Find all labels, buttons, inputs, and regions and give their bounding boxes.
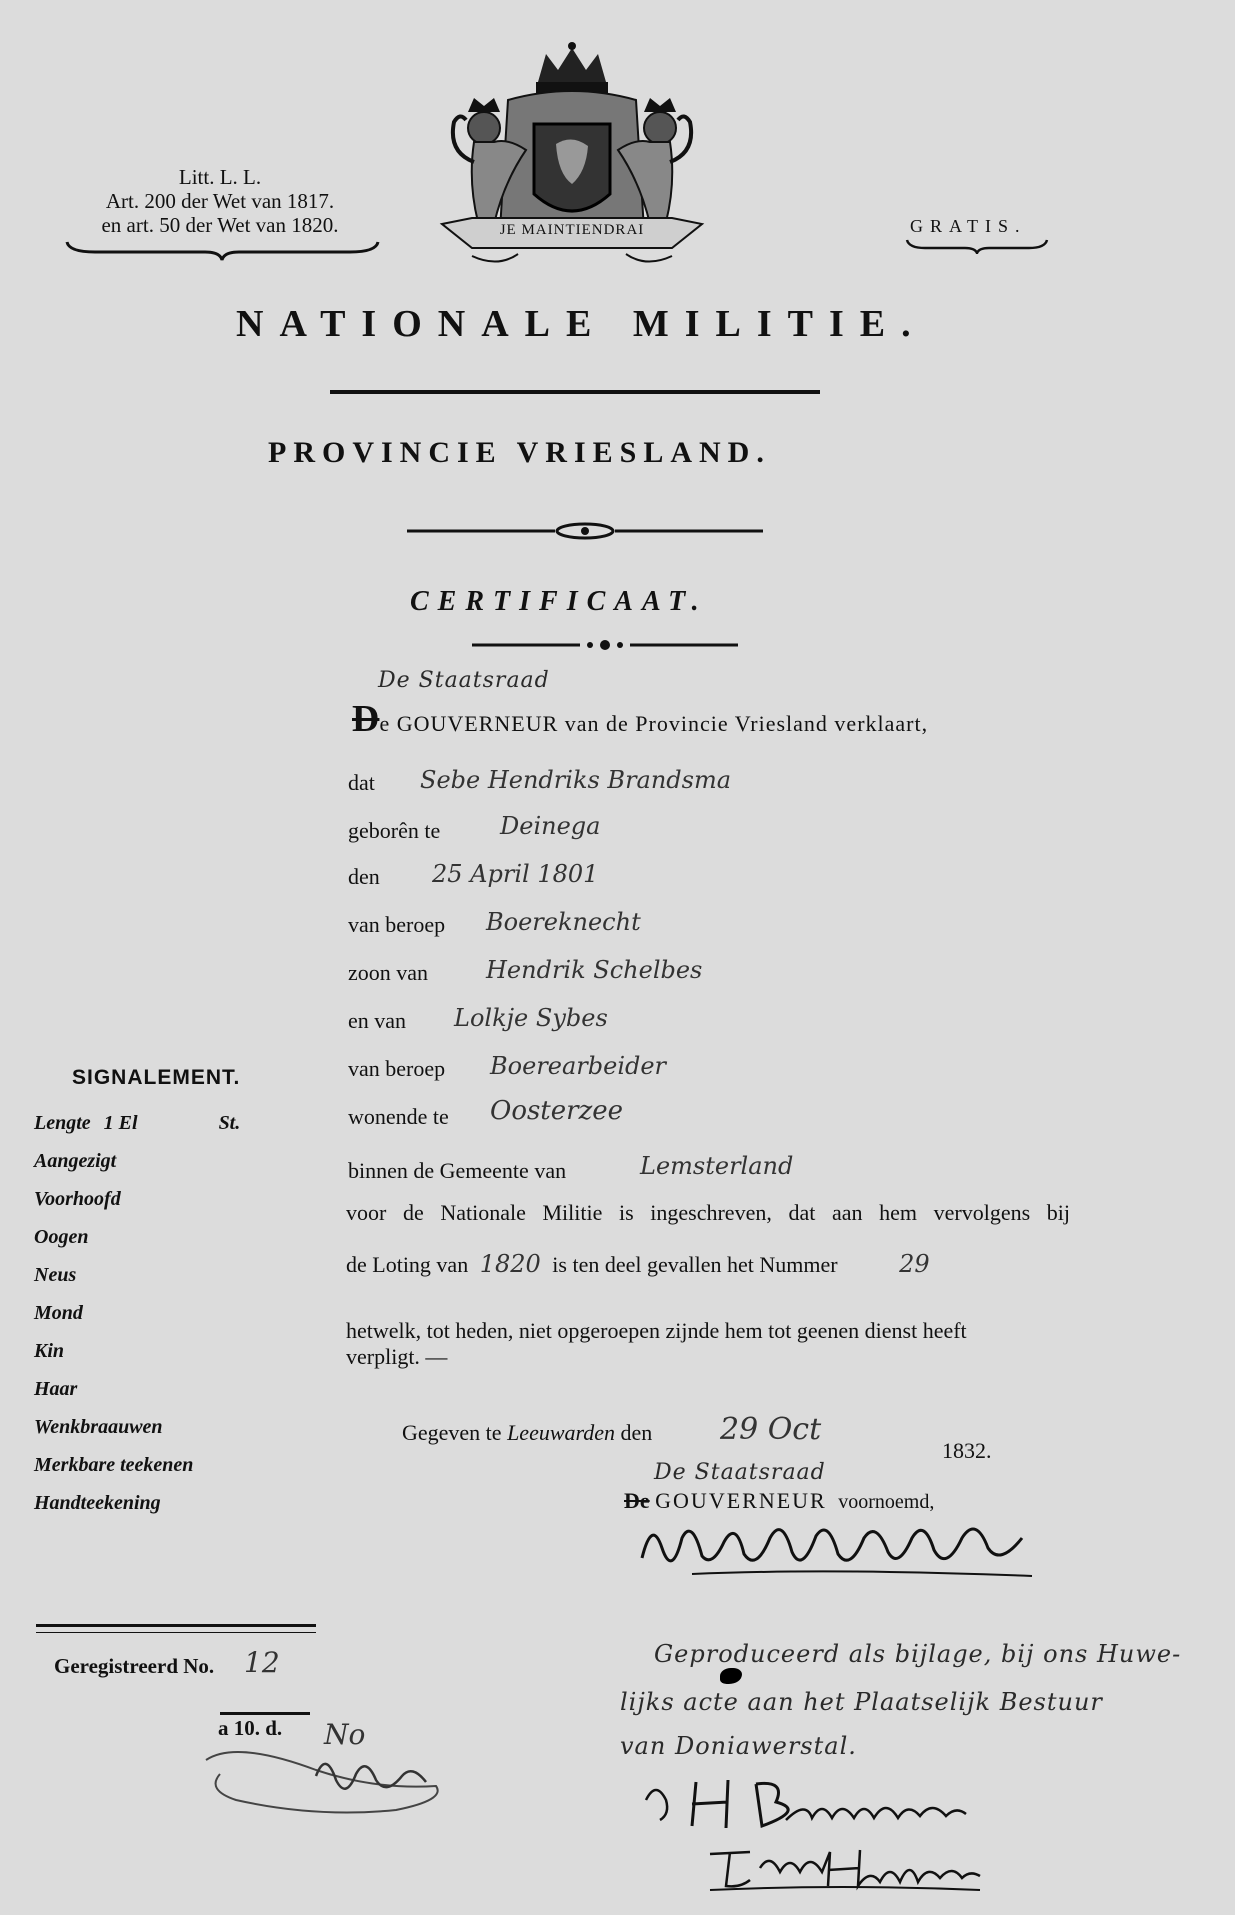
lengte-label: Lengte: [34, 1112, 91, 1134]
given-text: Gegeven te: [402, 1420, 502, 1445]
registration-number: 12: [244, 1646, 280, 1679]
field-label-dat: dat: [348, 770, 375, 795]
witness-signature-hellinga: [700, 1838, 990, 1898]
title-rule: [330, 390, 820, 394]
field-label-geboren: geborên te: [348, 818, 441, 843]
signalement-haar: Haar: [34, 1378, 78, 1400]
legal-reference: [60, 165, 380, 237]
registration-fee: a 10. d.: [218, 1716, 283, 1740]
governor-signature: [632, 1508, 1052, 1588]
given-den: den: [620, 1420, 653, 1445]
legal-ref-line-3: en art. 50 der Wet van 1820.: [101, 213, 339, 237]
registration-label: Geregistreerd No.: [54, 1654, 215, 1678]
signalement-aangezigt: Aangezigt: [34, 1150, 117, 1172]
given-year: 1832.: [942, 1438, 992, 1463]
signalement-merkbare-teekenen: Merkbare teekenen: [34, 1454, 194, 1476]
field-value-birthdate: 25 April 1801: [432, 860, 599, 888]
legal-reference-brace: [65, 238, 380, 262]
endorsement-line-3: van Doniawerstal.: [620, 1732, 857, 1760]
field-label-wonende: wonende te: [348, 1104, 449, 1129]
governor-struck: De: [624, 1488, 650, 1513]
field-label-beroep: van beroep: [348, 912, 446, 937]
signalement-kin: Kin: [34, 1340, 65, 1362]
given-place: Leeuwarden: [507, 1420, 616, 1445]
governor-staatsraad-handwriting: De Staatsraad: [654, 1460, 826, 1485]
field-label-den: den: [348, 864, 380, 889]
intro-line: [352, 697, 928, 741]
paragraph-line-3: hetwelk, tot heden, niet opgeroepen zijnde hem tot geenen dienst heeft: [346, 1318, 967, 1343]
field-value-occupation: Boereknecht: [486, 908, 641, 936]
signalement-voorhoofd: Voorhoofd: [34, 1188, 121, 1210]
field-value-birthplace: Deinega: [500, 812, 601, 840]
paragraph-line-1: voor de Nationale Militie is ingeschreven, dat aan hem vervolgens bij: [346, 1200, 1070, 1225]
nummer-value: 29: [899, 1250, 930, 1278]
signalement-lengte: [34, 1112, 240, 1135]
signalement-oogen: Oogen: [34, 1226, 89, 1248]
legal-ref-line-2: Art. 200 der Wet van 1817.: [105, 189, 335, 213]
loting-mid: is ten deel gevallen het Nummer: [552, 1252, 838, 1277]
ornamental-divider: [405, 522, 765, 540]
field-value-mother: Lolkje Sybes: [454, 1004, 608, 1032]
province-title: PROVINCIE VRIESLAND.: [268, 436, 771, 469]
clerk-signature: [196, 1730, 456, 1820]
field-value-parent-occupation: Boerearbeider: [490, 1052, 667, 1080]
gratis-brace: [905, 236, 1050, 254]
signalement-neus: Neus: [34, 1264, 77, 1286]
given-date: 29 Oct: [720, 1412, 822, 1447]
legal-ref-line-1: Litt. L. L.: [178, 165, 262, 189]
staatsraad-handwriting: De Staatsraad: [378, 668, 550, 693]
field-label-gemeente: binnen de Gemeente van: [348, 1158, 567, 1183]
motto: JE MAINTIENDRAI: [499, 222, 645, 238]
small-divider: [470, 638, 740, 652]
certificate-title: CERTIFICAAT.: [410, 586, 708, 617]
signalement-title: SIGNALEMENT.: [72, 1066, 241, 1089]
lengte-el: 1 El: [103, 1112, 138, 1134]
lengte-st: St.: [218, 1112, 241, 1134]
paragraph-line-2: [346, 1250, 1076, 1278]
signalement-wenkbraauwen: Wenkbraauwen: [34, 1416, 163, 1438]
registration-hand-no: No: [324, 1718, 366, 1751]
field-label-en-van: en van: [348, 1008, 407, 1033]
field-value-municipality: Lemsterland: [640, 1152, 794, 1180]
initial-d: D: [352, 698, 380, 740]
registration-rule-fee: [220, 1712, 310, 1715]
signalement-mond: Mond: [34, 1302, 83, 1324]
governor-voornoemd: voornoemd,: [838, 1491, 935, 1513]
field-label-beroep-mother: van beroep: [348, 1056, 446, 1081]
registration-rule-top-2: [36, 1632, 316, 1633]
field-value-residence: Oosterzee: [490, 1096, 624, 1126]
endorsement-line-2: lijks acte aan het Plaatselijk Bestuur: [620, 1688, 1103, 1716]
witness-signature-brantsma: [636, 1770, 976, 1840]
loting-year: 1820: [479, 1250, 541, 1278]
ink-blot: [720, 1668, 742, 1684]
signalement-handteekening: Handteekening: [34, 1492, 161, 1514]
field-value-father: Hendrik Schelbes: [486, 956, 703, 984]
loting-label: de Loting van: [346, 1252, 469, 1277]
main-title: NATIONALE MILITIE.: [236, 303, 927, 345]
field-label-zoon-van: zoon van: [348, 960, 429, 985]
given-line: [402, 1420, 652, 1446]
paragraph-line-4: verpligt. —: [346, 1344, 448, 1369]
field-value-name: Sebe Hendriks Brandsma: [420, 766, 732, 794]
gratis-label: GRATIS.: [910, 216, 1027, 236]
intro-text: e GOUVERNEUR van de Provincie Vriesland verklaart,: [379, 711, 929, 736]
governor-title: GOUVERNEUR: [655, 1488, 827, 1513]
registration-rule-top: [36, 1624, 316, 1627]
endorsement-line-1: Geproduceerd als bijlage, bij ons Huwe-: [654, 1640, 1182, 1668]
